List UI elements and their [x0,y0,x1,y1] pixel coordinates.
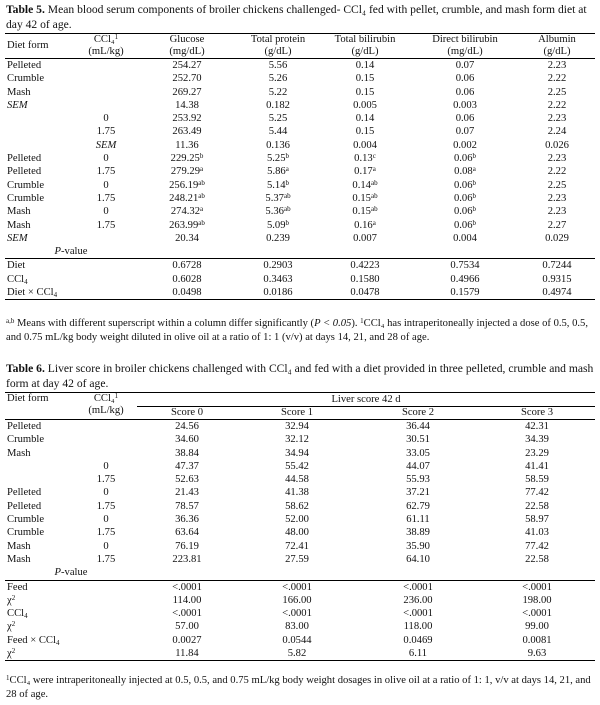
diet-form-cell: Crumble [7,73,45,85]
table5-header-ccl4: CCl₄$^1$ (mL/kg) [88,33,124,57]
pvalue-row [5,607,595,620]
score1-cell: 32.94 [285,421,309,432]
diet-form-cell: Pelleted [7,500,42,512]
pvalue-label-cell: CCl$_4$ [7,608,28,621]
pvalue-cell: 0.2903 [263,260,293,272]
total-protein-cell: 5.36$^{ab}$ [265,205,291,218]
direct-bilirubin-cell: 0.004 [453,232,477,244]
direct-bilirubin-cell: 0.06$^b$ [453,178,477,191]
table-row [5,72,595,85]
pvalue-cell: 0.0469 [403,634,433,646]
ccl4-cell [75,420,137,434]
total-bilirubin-cell: 0.004 [353,139,377,151]
total-protein-cell: 5.37$^{ab}$ [265,191,291,204]
total-protein-cell: 5.22 [268,86,288,98]
pvalue-cell: 0.6028 [172,273,202,285]
pvalue-label-cell: Feed [7,581,28,593]
pvalue-cell: <.0001 [282,581,312,593]
albumin-cell: 2.23 [547,206,567,218]
glucose-cell: 263.99$^{ab}$ [169,218,205,231]
diet-form-cell: Crumble [7,192,45,204]
table-row [5,219,595,232]
pvalue-cell: 0.7244 [542,260,572,272]
score1-cell: 34.94 [285,447,309,459]
diet-form-cell: Mash [7,447,31,459]
score1-cell: 72.41 [285,540,309,552]
score2-cell: 33.05 [406,447,430,459]
score2-cell: 44.07 [406,460,430,472]
diet-form-cell: Pelleted [7,487,42,499]
ccl4-cell [75,447,137,460]
albumin-cell: 2.22 [547,73,567,85]
pvalue-cell: 0.7534 [450,260,480,272]
direct-bilirubin-cell: 0.002 [453,139,477,151]
albumin-cell: 2.22 [547,99,567,111]
glucose-cell: 252.70 [172,73,202,85]
table-row [5,526,595,539]
table6-header-diet-form: Diet form [7,393,49,404]
table-row [5,152,595,165]
table6-caption-text: Liver score in broiler chickens challenged with CCl₄ and fed with a diet provided in three pelleted, crumble and mash form at day 42 of age. [6,362,594,391]
table-row [5,433,595,446]
direct-bilirubin-cell: 0.06$^b$ [453,152,477,165]
pvalue-label-cell: $\chi^2$ [7,620,16,633]
total-bilirubin-cell: 0.14 [355,60,375,71]
table6-header-score3: Score 3 [479,407,595,420]
score0-cell: 223.81 [172,553,202,565]
glucose-cell: 269.27 [172,86,202,98]
ccl4-cell [75,86,137,99]
ccl4-cell: 1.75 [96,192,116,204]
total-bilirubin-cell: 0.15$^{ab}$ [352,191,378,204]
pvalue-cell: <.0001 [172,581,202,593]
ccl4-cell: 0 [103,514,109,526]
pvalue-cell: 198.00 [522,594,552,606]
total-protein-cell: 5.25 [268,113,288,125]
diet-form-cell: Crumble [7,179,45,191]
diet-form-cell: Pelleted [7,60,42,71]
pvalue-row [5,647,595,661]
total-bilirubin-cell: 0.15 [355,126,375,138]
pvalue-cell: 0.6728 [172,260,202,272]
ccl4-cell [75,433,137,446]
pvalue-cell: <.0001 [172,608,202,620]
pvalue-row [5,286,595,300]
pvalue-cell: 0.0498 [172,287,202,299]
table-row [5,447,595,460]
total-protein-cell: 0.182 [266,99,290,111]
diet-form-cell [5,460,75,473]
total-protein-cell: 5.44 [268,126,288,138]
diet-form-cell: SEM [7,232,28,244]
direct-bilirubin-cell: 0.06$^b$ [453,205,477,218]
pvalue-cell: <.0001 [403,581,433,593]
score2-cell: 36.44 [406,421,430,432]
albumin-cell: 2.24 [547,126,567,138]
table-row [5,59,595,73]
total-protein-cell: 0.136 [266,139,290,151]
ccl4-cell: 1.75 [96,527,116,539]
table5-header-total-protein: Total protein (g/dL) [250,34,306,57]
ccl4-cell: 0 [103,487,109,499]
total-protein-cell: 5.25$^b$ [266,152,290,165]
total-bilirubin-cell: 0.007 [353,232,377,244]
diet-form-cell: Mash [7,206,31,218]
pvalue-row [5,259,595,273]
score2-cell: 35.90 [406,540,430,552]
diet-form-cell [5,139,75,152]
glucose-cell: 229.25$^b$ [170,152,204,165]
diet-form-cell: Crumble [7,434,45,446]
total-protein-cell: 5.09$^b$ [266,218,290,231]
glucose-cell: 248.21$^{ab}$ [169,191,205,204]
table6 [5,392,595,661]
score1-cell: 48.00 [285,527,309,539]
ccl4-cell [75,99,137,112]
score0-cell: 36.36 [175,514,199,526]
pvalue-cell: 0.0186 [263,287,293,299]
pvalue-cell: 99.00 [525,621,549,633]
pvalue-cell: 83.00 [285,621,309,633]
table5-caption-label: Table 5. [6,3,45,16]
table-row [5,139,595,152]
table6-caption-label: Table 6. [6,362,45,375]
table6-footnote: $^1$CCl₄ were intraperitoneally injected at 0.5, 0.5, and 0.75 mL/kg body weight dosages in olive oil at a ratio of 1: 1, v/v at days 14, 21, and 28 of age. [6,674,591,700]
ccl4-cell: 1.75 [96,166,116,178]
ccl4-cell: 1.75 [96,500,116,512]
pvalue-cell: <.0001 [282,608,312,620]
pvalue-label-cell: Feed × CCl$_4$ [7,634,60,647]
table6-header-ccl4: CCl₄$^1$ (mL/kg) [88,392,124,416]
score1-cell: 27.59 [285,553,309,565]
table5-header-total-bilirubin: Total bilirubin (g/dL) [334,34,396,57]
score3-cell: 34.39 [525,434,549,446]
ccl4-cell: 0 [103,460,109,472]
score1-cell: 58.62 [285,500,309,512]
table-row [5,420,595,434]
table6-pvalue-heading: P-value [54,567,88,579]
table5-header-row [5,34,595,59]
pvalue-cell: 0.1580 [350,273,380,285]
table6-header-row [5,393,595,407]
table5 [5,33,595,300]
total-protein-cell: 5.56 [268,60,288,71]
table6-body [5,420,595,661]
table6-header-score0: Score 0 [137,407,237,420]
score0-cell: 52.63 [175,474,199,486]
table6-header-score1: Score 1 [237,407,357,420]
score2-cell: 62.79 [406,500,430,512]
table-row [5,500,595,513]
score0-cell: 47.37 [175,460,199,472]
score3-cell: 23.29 [525,447,549,459]
diet-form-cell: Mash [7,553,31,565]
score0-cell: 24.56 [175,421,199,432]
total-protein-cell: 5.86$^a$ [267,165,289,178]
table6-header-score2: Score 2 [357,407,479,420]
table5-caption [6,2,594,32]
table-row [5,553,595,566]
pvalue-label-cell: $\chi^2$ [7,593,16,606]
direct-bilirubin-cell: 0.06$^b$ [453,191,477,204]
diet-form-cell: SEM [7,99,28,111]
table-row [5,179,595,192]
score1-cell: 32.12 [285,434,309,446]
score1-cell: 44.58 [285,474,309,486]
pvalue-cell: 0.4974 [542,287,572,299]
glucose-cell: 274.32$^a$ [170,205,204,218]
pvalue-label-cell: CCl$_4$ [7,273,28,286]
total-bilirubin-cell: 0.15 [355,73,375,85]
score1-cell: 52.00 [285,514,309,526]
score2-cell: 55.93 [406,474,430,486]
table-row [5,486,595,499]
direct-bilirubin-cell: 0.06$^b$ [453,218,477,231]
pvalue-label-cell: Diet × CCl$_4$ [7,287,58,300]
albumin-cell: 2.23 [547,60,567,71]
albumin-cell: 2.23 [547,113,567,125]
diet-form-cell: Crumble [7,527,45,539]
table-row [5,99,595,112]
score0-cell: 34.60 [175,434,199,446]
pvalue-cell: 236.00 [403,594,433,606]
albumin-cell: 2.25 [547,179,567,191]
score3-cell: 41.41 [525,460,549,472]
table-row [5,232,595,245]
ccl4-cell: 0 [103,153,109,165]
albumin-cell: 2.25 [547,86,567,98]
albumin-cell: 2.27 [547,219,567,231]
glucose-cell: 263.49 [172,126,202,138]
total-bilirubin-cell: 0.14 [355,113,375,125]
pvalue-row [5,634,595,647]
table6-caption [6,361,594,391]
total-bilirubin-cell: 0.14$^{ab}$ [352,178,378,191]
pvalue-cell: <.0001 [522,581,552,593]
albumin-cell: 0.029 [545,232,569,244]
ccl4-cell [75,72,137,85]
glucose-cell: 254.27 [172,60,202,71]
table-row [5,165,595,178]
pvalue-cell: 0.9315 [542,273,572,285]
ccl4-cell: 0 [103,206,109,218]
score0-cell: 63.64 [175,527,199,539]
pvalue-cell: 9.63 [527,648,547,660]
table-row [5,540,595,553]
ccl4-cell: SEM [95,139,117,151]
score0-cell: 38.84 [175,447,199,459]
pvalue-cell: 0.0544 [282,634,312,646]
score3-cell: 22.58 [525,500,549,512]
score1-cell: 41.38 [285,487,309,499]
pvalue-cell: 57.00 [175,621,199,633]
table-row [5,473,595,486]
pvalue-cell: 0.4966 [450,273,480,285]
table-row [5,125,595,138]
total-protein-cell: 5.14$^b$ [266,178,290,191]
diet-form-cell [5,112,75,125]
score2-cell: 38.89 [406,527,430,539]
ccl4-cell: 0 [103,179,109,191]
pvalue-cell: 0.4223 [350,260,380,272]
score0-cell: 76.19 [175,540,199,552]
pvalue-row [5,580,595,594]
total-bilirubin-cell: 0.13$^c$ [354,152,376,165]
table-row [5,192,595,205]
table6-pvalue-heading-row [5,566,595,580]
diet-form-cell: Crumble [7,514,45,526]
direct-bilirubin-cell: 0.06 [455,73,475,85]
total-bilirubin-cell: 0.16$^a$ [354,218,376,231]
glucose-cell: 14.38 [175,99,199,111]
score2-cell: 64.10 [406,553,430,565]
table-row [5,86,595,99]
score3-cell: 58.59 [525,474,549,486]
glucose-cell: 256.19$^{ab}$ [169,178,205,191]
ccl4-cell: 1.75 [96,219,116,231]
table5-header-diet-form: Diet form [7,40,49,51]
ccl4-cell: 1.75 [96,474,116,486]
score2-cell: 37.21 [406,487,430,499]
glucose-cell: 20.34 [175,232,199,244]
table6-header-liver-score-group: Liver score 42 d [331,394,401,405]
pvalue-cell: 0.3463 [263,273,293,285]
diet-form-cell [5,473,75,486]
table5-pvalue-heading-row [5,245,595,259]
pvalue-cell: 5.82 [287,648,307,660]
table5-footnote: $^{a,b}$ Means with different superscript within a column differ significantly (P < 0.05). $^1$CCl₄ has intraperitoneally injected a dose of 0.5, 0.5, and 0.75 mL/kg body weight diluted in olive oil at a ratio of 1: 1 (v/v) at days 14, 21, and 28 of age. [6,317,588,343]
pvalue-cell: 114.00 [172,594,202,606]
albumin-cell: 2.23 [547,153,567,165]
ccl4-cell: 0 [103,113,109,125]
albumin-cell: 0.026 [545,139,569,151]
score0-cell: 21.43 [175,487,199,499]
ccl4-cell: 0 [103,540,109,552]
pvalue-row [5,594,595,607]
table5-header-albumin: Albumin (g/dL) [538,34,576,57]
table-row [5,513,595,526]
total-protein-cell: 5.26 [268,73,288,85]
direct-bilirubin-cell: 0.06 [455,86,475,98]
diet-form-cell: Pelleted [7,166,42,178]
table5-caption-text: Mean blood serum components of broiler chickens challenged- CCl₄ fed with pellet, crumble, and mash form diet at day 42 of age. [6,3,587,32]
ccl4-cell [75,59,137,73]
glucose-cell: 279.29$^a$ [170,165,204,178]
pvalue-cell: 0.0478 [350,287,380,299]
pvalue-cell: 0.1579 [450,287,480,299]
diet-form-cell [5,125,75,138]
direct-bilirubin-cell: 0.07 [455,126,475,138]
albumin-cell: 2.23 [547,192,567,204]
score2-cell: 30.51 [406,434,430,446]
score1-cell: 55.42 [285,460,309,472]
pvalue-label-cell: Diet [7,260,26,272]
score2-cell: 61.11 [406,514,430,526]
pvalue-row [5,620,595,633]
direct-bilirubin-cell: 0.08$^a$ [454,165,476,178]
total-bilirubin-cell: 0.005 [353,99,377,111]
table-row [5,460,595,473]
diet-form-cell: Mash [7,86,31,98]
score3-cell: 77.42 [525,487,549,499]
total-bilirubin-cell: 0.17$^a$ [354,165,376,178]
table5-body [5,59,595,300]
score3-cell: 42.31 [525,421,549,432]
total-protein-cell: 0.239 [266,232,290,244]
pvalue-cell: 6.11 [408,648,428,660]
pvalue-row [5,273,595,286]
glucose-cell: 253.92 [172,113,202,125]
diet-form-cell: Mash [7,219,31,231]
table5-header-glucose: Glucose (mg/dL) [169,34,205,57]
score0-cell: 78.57 [175,500,199,512]
total-bilirubin-cell: 0.15 [355,86,375,98]
albumin-cell: 2.22 [547,166,567,178]
glucose-cell: 11.36 [175,139,199,151]
score3-cell: 22.58 [525,553,549,565]
table5-header-direct-bilirubin: Direct bilirubin (mg/dL) [432,34,498,57]
diet-form-cell: Mash [7,540,31,552]
direct-bilirubin-cell: 0.07 [455,60,475,71]
ccl4-cell: 1.75 [96,126,116,138]
table5-pvalue-heading: P-value [54,246,88,258]
diet-form-cell: Pelleted [7,153,42,165]
total-bilirubin-cell: 0.15$^{ab}$ [352,205,378,218]
pvalue-cell: <.0001 [403,608,433,620]
score3-cell: 41.03 [525,527,549,539]
pvalue-cell: 166.00 [282,594,312,606]
table-row [5,112,595,125]
table-row [5,205,595,218]
pvalue-cell: <.0001 [522,608,552,620]
score3-cell: 58.97 [525,514,549,526]
score3-cell: 77.42 [525,540,549,552]
ccl4-cell [75,232,137,245]
ccl4-cell: 1.75 [96,553,116,565]
direct-bilirubin-cell: 0.003 [453,99,477,111]
pvalue-cell: 0.0027 [172,634,202,646]
direct-bilirubin-cell: 0.06 [455,113,475,125]
pvalue-cell: 11.84 [175,648,199,660]
pvalue-cell: 0.0081 [522,634,552,646]
diet-form-cell: Pelleted [7,421,42,432]
pvalue-label-cell: $\chi^2$ [7,647,16,660]
pvalue-cell: 118.00 [403,621,433,633]
